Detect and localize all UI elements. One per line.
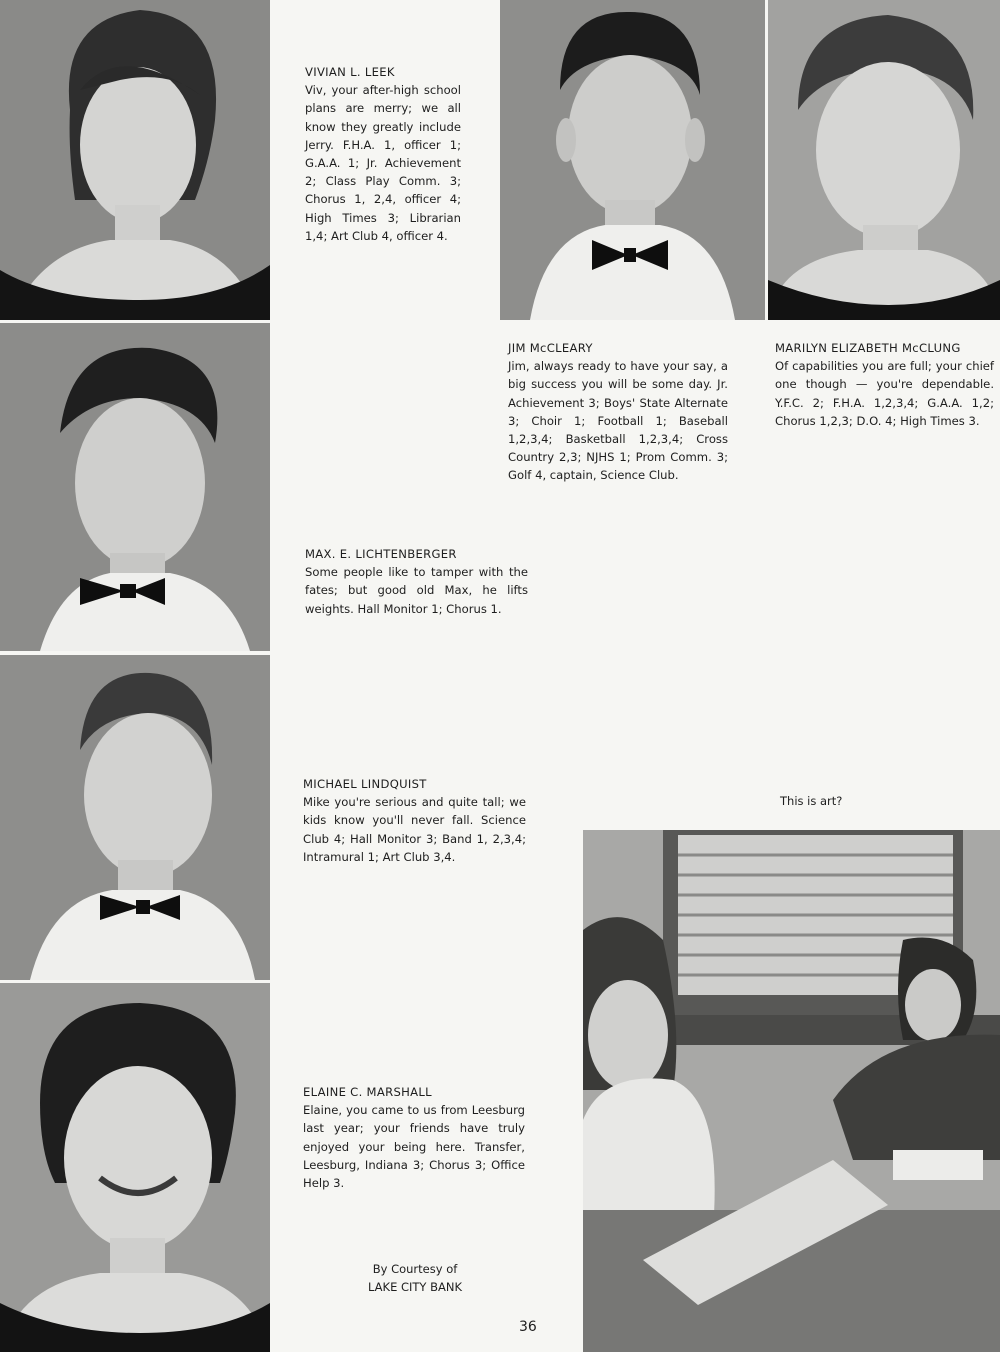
photo-caption: This is art? <box>780 794 843 808</box>
student-bio: Jim, always ready to have your say, a big success you will be some day. Jr. Achievement 3; Boys' State Alternate 3; Choir 1; Football 1; Baseball 1,2,3,4; Basketball 1,2,3,4; Cross Country 2,3; NJHS 1; Prom Comm. 3; Golf 4, captain, Science Club. <box>508 359 728 483</box>
student-bio: Of capabilities you are full; your chief one though — you're dependable. Y.F.C. 2; F.H.A. 1,2,3,4; G.A.A. 1,2; Chorus 1,2,3; D.O. 4; High Times 3. <box>775 359 994 428</box>
student-bio: Elaine, you came to us from Leesburg last year; your friends have truly enjoyed your being here. Transfer, Leesburg, Indiana 3; Chorus 3; Office Help 3. <box>303 1103 525 1191</box>
bio-vivian-leek <box>305 63 461 245</box>
sponsor-credit <box>340 1260 490 1296</box>
student-name: MAX. E. LICHTENBERGER <box>305 547 457 561</box>
portrait-vivian-leek <box>0 0 270 320</box>
portrait-jim-mccleary <box>500 0 765 320</box>
page-number: 36 <box>519 1319 537 1335</box>
credit-line-2: LAKE CITY BANK <box>367 1280 463 1294</box>
bio-marilyn-mcclung <box>775 339 994 430</box>
bio-jim-mccleary <box>508 339 728 485</box>
credit-line-1: By Courtesy of <box>372 1262 458 1276</box>
student-bio: Some people like to tamper with the fates; but good old Max, he lifts weights. Hall Monitor 1; Chorus 1. <box>305 565 528 616</box>
student-name: MICHAEL LINDQUIST <box>303 777 427 791</box>
student-name: VIVIAN L. LEEK <box>305 65 395 79</box>
bio-michael-lindquist <box>303 775 526 866</box>
bio-max-lichtenberger <box>305 545 528 618</box>
student-bio: Viv, your after-high school plans are merry; we all know they greatly include Jerry. F.H.A. 1, officer 1; G.A.A. 1; Jr. Achievement 2; Class Play Comm. 3; Chorus 1, 2,4, officer 4; High Times 3; Librarian 1,4; Art Club 4, officer 4. <box>305 83 461 243</box>
portrait-michael-lindquist <box>0 655 270 980</box>
bio-elaine-marshall <box>303 1083 525 1192</box>
portrait-max-lichtenberger <box>0 323 270 651</box>
student-bio: Mike you're serious and quite tall; we kids know you'll never fall. Science Club 4; Hall Monitor 3; Band 1, 2,3,4; Intramural 1; Art Club 3,4. <box>303 795 526 864</box>
portrait-elaine-marshall <box>0 983 270 1352</box>
student-name: MARILYN ELIZABETH McCLUNG <box>775 341 961 355</box>
art-class-photo <box>583 830 1000 1352</box>
student-name: ELAINE C. MARSHALL <box>303 1085 432 1099</box>
portrait-marilyn-mcclung <box>768 0 1000 320</box>
student-name: JIM McCLEARY <box>508 341 593 355</box>
